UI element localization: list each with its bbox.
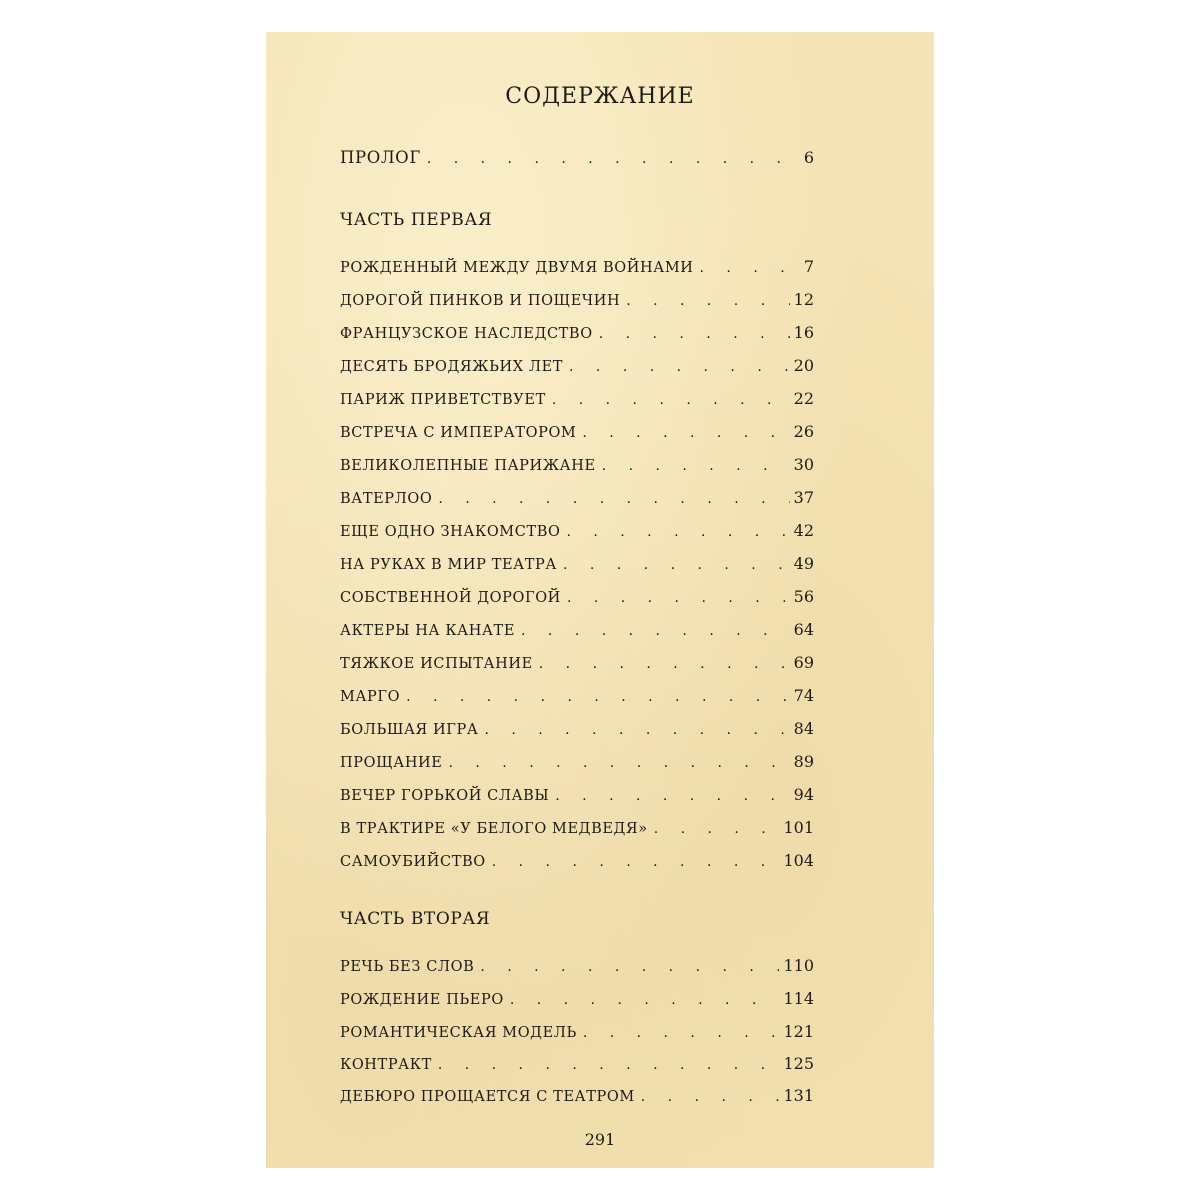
toc-entry-page: 94 [793, 785, 814, 804]
toc-entry-label: ФРАНЦУЗСКОЕ НАСЛЕДСТВО [340, 326, 593, 342]
toc-entry [340, 686, 814, 710]
toc-entry [340, 785, 814, 809]
toc-entry-label: АКТЕРЫ НА КАНАТЕ [340, 623, 516, 639]
toc-entry [340, 290, 814, 314]
toc-leader-dots [438, 1057, 780, 1073]
toc-entry [340, 455, 814, 479]
toc-entry-label: ВЕЧЕР ГОРЬКОЙ СЛАВЫ [340, 788, 550, 804]
toc-entry-page: 6 [803, 148, 814, 167]
toc-entry [340, 752, 814, 776]
toc-entry-label: ВАТЕРЛОО [340, 491, 433, 507]
toc-entry-label: ПРОЛОГ [340, 148, 421, 167]
toc-entry [340, 1086, 814, 1110]
toc-entry-label: РОЖДЕНИЕ ПЬЕРО [340, 992, 504, 1008]
toc-leader-dots [552, 392, 790, 408]
toc-entry-page: 101 [783, 818, 814, 837]
toc-entry-label: ДОРОГОЙ ПИНКОВ И ПОЩЕЧИН [340, 293, 621, 309]
toc-entry [340, 1022, 814, 1046]
toc-entry [340, 554, 814, 578]
toc-leader-dots [599, 326, 790, 342]
toc-leader-dots [700, 260, 800, 276]
toc-entry-page: 7 [803, 257, 814, 276]
toc-entry-label: НА РУКАХ В МИР ТЕАТРА [340, 557, 557, 573]
toc-entry [340, 719, 814, 743]
toc-entry [340, 257, 814, 281]
toc-entry-label: ЕЩЕ ОДНО ЗНАКОМСТВО [340, 524, 561, 540]
toc-leader-dots [480, 959, 779, 975]
toc-leader-dots [555, 788, 789, 804]
toc-entry-page: 26 [793, 422, 814, 441]
toc-entry [340, 818, 814, 842]
toc-entry [340, 521, 814, 545]
toc-entry [340, 653, 814, 677]
toc-leader-dots [654, 821, 780, 837]
toc-entry-page: 114 [783, 989, 814, 1008]
toc-leader-dots [566, 524, 789, 540]
toc-entry-page: 30 [793, 455, 814, 474]
page-title: СОДЕРЖАНИЕ [505, 84, 695, 109]
toc-entry-page: 12 [793, 290, 814, 309]
toc-entry [340, 389, 814, 413]
toc-entry-label: ДЕСЯТЬ БРОДЯЖЬИХ ЛЕТ [340, 359, 564, 375]
toc-entry [340, 422, 814, 446]
toc-leader-dots [582, 425, 789, 441]
toc-entry-page: 74 [793, 686, 814, 705]
toc-entry-page: 64 [793, 620, 814, 639]
toc-entry [340, 488, 814, 512]
toc-entry-label: МАРГО [340, 689, 401, 705]
toc-entry [340, 1054, 814, 1078]
toc-entry-page: 110 [783, 956, 814, 975]
toc-entry-page: 131 [783, 1086, 814, 1105]
toc-entry-label: РОМАНТИЧЕСКАЯ МОДЕЛЬ [340, 1025, 577, 1041]
toc-entry [340, 989, 814, 1013]
toc-entry-prologue [340, 148, 814, 172]
toc-entry-page: 49 [793, 554, 814, 573]
toc-entry-page: 121 [783, 1022, 814, 1041]
part-heading-2: ЧАСТЬ ВТОРАЯ [340, 909, 491, 929]
toc-leader-dots [521, 623, 790, 639]
toc-entry-page: 84 [793, 719, 814, 738]
toc-leader-dots [539, 656, 790, 672]
toc-leader-dots [602, 458, 790, 474]
toc-entry-label: ПАРИЖ ПРИВЕТСТВУЕТ [340, 392, 546, 408]
toc-entry-label: ДЕБЮРО ПРОЩАЕТСЯ С ТЕАТРОМ [340, 1089, 635, 1105]
toc-entry-label: КОНТРАКТ [340, 1057, 432, 1073]
book-page [266, 32, 934, 1168]
toc-entry-page: 104 [783, 851, 814, 870]
toc-entry [340, 587, 814, 611]
toc-leader-dots [563, 557, 790, 573]
toc-entry-page: 37 [793, 488, 814, 507]
toc-leader-dots [626, 293, 789, 309]
toc-leader-dots [583, 1025, 780, 1041]
toc-entry-page: 42 [793, 521, 814, 540]
toc-entry [340, 620, 814, 644]
part-heading-1: ЧАСТЬ ПЕРВАЯ [340, 210, 493, 230]
toc-entry-label: РОЖДЕННЫЙ МЕЖДУ ДВУМЯ ВОЙНАМИ [340, 260, 694, 276]
toc-entry-page: 125 [783, 1054, 814, 1073]
toc-leader-dots [567, 590, 790, 606]
toc-entry-label: В ТРАКТИРЕ «У БЕЛОГО МЕДВЕДЯ» [340, 821, 648, 837]
toc-entry-label: БОЛЬШАЯ ИГРА [340, 722, 479, 738]
toc-entry-page: 20 [793, 356, 814, 375]
toc-leader-dots [438, 491, 789, 507]
toc-leader-dots [641, 1089, 780, 1105]
toc-entry-label: СОБСТВЕННОЙ ДОРОГОЙ [340, 590, 561, 606]
toc-leader-dots [510, 992, 780, 1008]
toc-entry-page: 89 [793, 752, 814, 771]
toc-entry-label: ПРОЩАНИЕ [340, 755, 443, 771]
toc-entry-page: 69 [793, 653, 814, 672]
toc-entry-label: ВЕЛИКОЛЕПНЫЕ ПАРИЖАНЕ [340, 458, 596, 474]
toc-leader-dots [569, 359, 790, 375]
toc-leader-dots [427, 151, 800, 167]
toc-entry-label: ТЯЖКОЕ ИСПЫТАНИЕ [340, 656, 533, 672]
toc-entry [340, 323, 814, 347]
toc-leader-dots [449, 755, 790, 771]
page-number: 291 [584, 1130, 616, 1149]
toc-leader-dots [484, 722, 789, 738]
toc-entry-page: 16 [793, 323, 814, 342]
toc-leader-dots [406, 689, 790, 705]
toc-entry-page: 56 [793, 587, 814, 606]
toc-leader-dots [492, 854, 780, 870]
toc-entry [340, 956, 814, 980]
toc-entry-label: САМОУБИЙСТВО [340, 854, 486, 870]
toc-entry [340, 356, 814, 380]
toc-entry-page: 22 [793, 389, 814, 408]
toc-entry-label: РЕЧЬ БЕЗ СЛОВ [340, 959, 475, 975]
toc-entry-label: ВСТРЕЧА С ИМПЕРАТОРОМ [340, 425, 577, 441]
toc-entry [340, 851, 814, 875]
